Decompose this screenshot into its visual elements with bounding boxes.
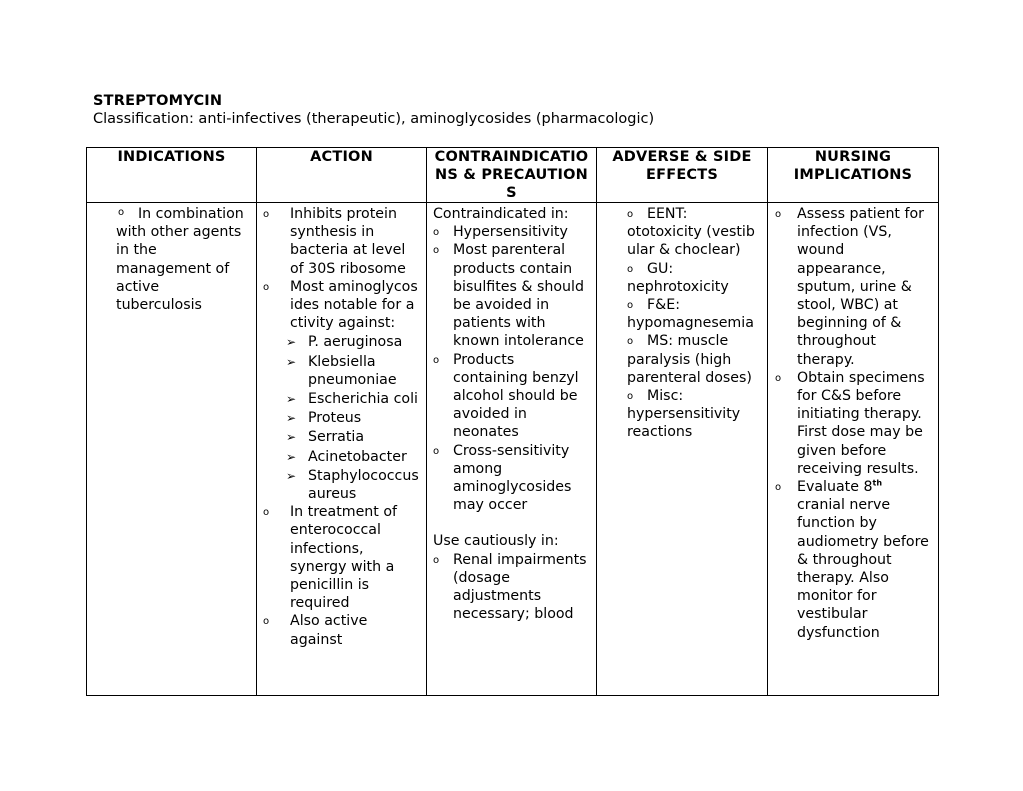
bullet-icon: o xyxy=(627,391,634,403)
organism-name: P. aeruginosa xyxy=(308,334,403,351)
arrow-bullet-icon: ➢ xyxy=(286,468,297,483)
caution-text: Renal impairments (dosage adjustments necessary; blood xyxy=(453,551,587,623)
adverse-item xyxy=(627,296,761,332)
organism-item xyxy=(286,409,420,427)
nursing-text: Obtain specimens for C&S before initiating therapy. First dose may be given before receiving results. xyxy=(797,369,925,477)
contraindications-cell xyxy=(427,203,597,696)
header-action: ACTION xyxy=(257,148,427,203)
indication-text: In combination with other agents in the management of active tuberculosis xyxy=(116,206,244,314)
adverse-text: ototoxicity (vestibular & choclear) xyxy=(627,224,755,259)
list-item xyxy=(263,612,420,648)
contraindication-text: Hypersensitivity xyxy=(453,224,568,241)
organism-item xyxy=(286,467,420,503)
list-item xyxy=(775,205,932,369)
contraindicated-intro: Contraindicated in: xyxy=(433,206,569,222)
arrow-bullet-icon: ➢ xyxy=(286,392,297,407)
bullet-icon: o xyxy=(433,354,440,366)
list-item xyxy=(263,205,420,278)
header-row xyxy=(87,148,939,203)
organism-name: Acinetobacter xyxy=(308,448,407,465)
organism-item xyxy=(286,353,420,389)
list-item xyxy=(433,442,590,515)
caution-list xyxy=(433,551,590,624)
adverse-item xyxy=(627,260,761,296)
adverse-text: hypomagnesemia xyxy=(627,315,754,332)
adverse-text: nephrotoxicity xyxy=(627,278,729,295)
list-item xyxy=(433,241,590,350)
caution-intro: Use cautiously in: xyxy=(433,533,559,550)
bullet-icon: o xyxy=(627,300,634,312)
arrow-bullet-icon: ➢ xyxy=(286,449,297,464)
action-item-text: Most aminoglycosides notable for activity against: xyxy=(290,278,418,332)
list-item xyxy=(775,478,932,642)
nursing-list xyxy=(775,205,932,642)
spacer xyxy=(433,514,590,532)
list-item xyxy=(433,223,590,241)
list-item xyxy=(433,351,590,442)
header-indications: INDICATIONS xyxy=(87,148,257,203)
adverse-label: EENT: xyxy=(647,206,688,222)
nursing-text: Evaluate 8 xyxy=(797,479,873,496)
action-cell xyxy=(257,203,427,696)
header-nursing-implications: NURSING IMPLICATIONS xyxy=(768,148,939,203)
organism-item xyxy=(286,448,420,466)
arrow-bullet-icon: ➢ xyxy=(286,411,297,426)
action-item-text: In treatment of enterococcal infections, synergy with a penicillin is required xyxy=(290,504,398,612)
adverse-item xyxy=(627,387,761,442)
nursing-implications-cell xyxy=(768,203,939,696)
bullet-icon: o xyxy=(775,482,782,494)
bullet-icon: o xyxy=(433,445,440,457)
header-contraindications: CONTRAINDICATIONS & PRECAUTIONS xyxy=(427,148,597,203)
list-item xyxy=(775,369,932,478)
action-list xyxy=(263,205,420,649)
bullet-icon: o xyxy=(433,554,440,566)
content-row xyxy=(87,203,939,696)
indications-cell xyxy=(87,203,257,696)
arrow-bullet-icon: ➢ xyxy=(286,430,297,445)
header-adverse-effects: ADVERSE & SIDE EFFECTS xyxy=(597,148,768,203)
adverse-text: hypersensitivity reactions xyxy=(627,406,741,441)
list-item xyxy=(433,551,590,624)
nursing-text: cranial nerve function by audiometry before & throughout therapy. Also monitor for vestibular dysfunction xyxy=(797,497,929,641)
organism-name: Proteus xyxy=(308,410,362,427)
bullet-icon: o xyxy=(263,281,270,293)
bullet-icon: o xyxy=(775,209,782,220)
contraindication-text: Products containing benzyl alcohol should be avoided in neonates xyxy=(453,351,579,441)
classification-line: Classification: anti-infectives (therapeutic), aminoglycosides (pharmacologic) xyxy=(93,111,655,127)
bullet-icon: o xyxy=(627,336,634,348)
nursing-text: Assess patient for infection (VS, wound appearance, sputum, urine & stool, WBC) at beginning of & throughout therapy. xyxy=(797,206,925,368)
action-item-text: Inhibits protein synthesis in bacteria at level of 30S ribosome xyxy=(290,206,406,277)
contraindication-text: Cross-sensitivity among aminoglycosides may occer xyxy=(453,442,572,514)
adverse-label: F&E: xyxy=(647,297,680,314)
bullet-icon: o xyxy=(263,507,270,519)
list-item xyxy=(263,503,420,612)
adverse-label: MS: muscle xyxy=(647,333,729,350)
bullet-icon: o xyxy=(263,209,270,220)
bullet-icon: o xyxy=(433,227,440,239)
bullet-icon: o xyxy=(627,263,634,275)
bullet-icon: o xyxy=(775,372,782,384)
bullet-icon: o xyxy=(433,245,440,257)
arrow-bullet-icon: ➢ xyxy=(286,335,297,350)
organism-item xyxy=(286,428,420,446)
adverse-text: paralysis (high parenteral doses) xyxy=(627,351,752,386)
drug-table xyxy=(86,147,939,696)
organism-list xyxy=(286,333,420,503)
adverse-label: GU: xyxy=(647,260,674,277)
adverse-item xyxy=(627,332,761,387)
organism-name: Serratia xyxy=(308,429,365,446)
bullet-icon: o xyxy=(627,209,634,220)
adverse-effects-cell xyxy=(597,203,768,696)
organism-item xyxy=(286,390,420,408)
action-item-text: Also active against xyxy=(290,613,368,648)
list-item xyxy=(263,278,420,503)
contraindication-text: Most parenteral products contain bisulfites & should be avoided in patients with known intolerance xyxy=(453,242,584,350)
organism-name: Staphylococcus aureus xyxy=(308,467,419,503)
organism-name: Escherichia coli xyxy=(308,391,418,408)
organism-name: Klebsiella pneumoniae xyxy=(308,353,397,388)
bullet-icon: o xyxy=(118,207,125,218)
bullet-icon: o xyxy=(263,616,270,628)
arrow-bullet-icon: ➢ xyxy=(286,354,297,369)
contraindication-list xyxy=(433,223,590,514)
adverse-label: Misc: xyxy=(647,388,684,405)
organism-item xyxy=(286,333,420,351)
adverse-item xyxy=(627,205,761,260)
document-title: STREPTOMYCIN xyxy=(93,93,223,109)
ordinal-superscript: th xyxy=(872,478,883,488)
